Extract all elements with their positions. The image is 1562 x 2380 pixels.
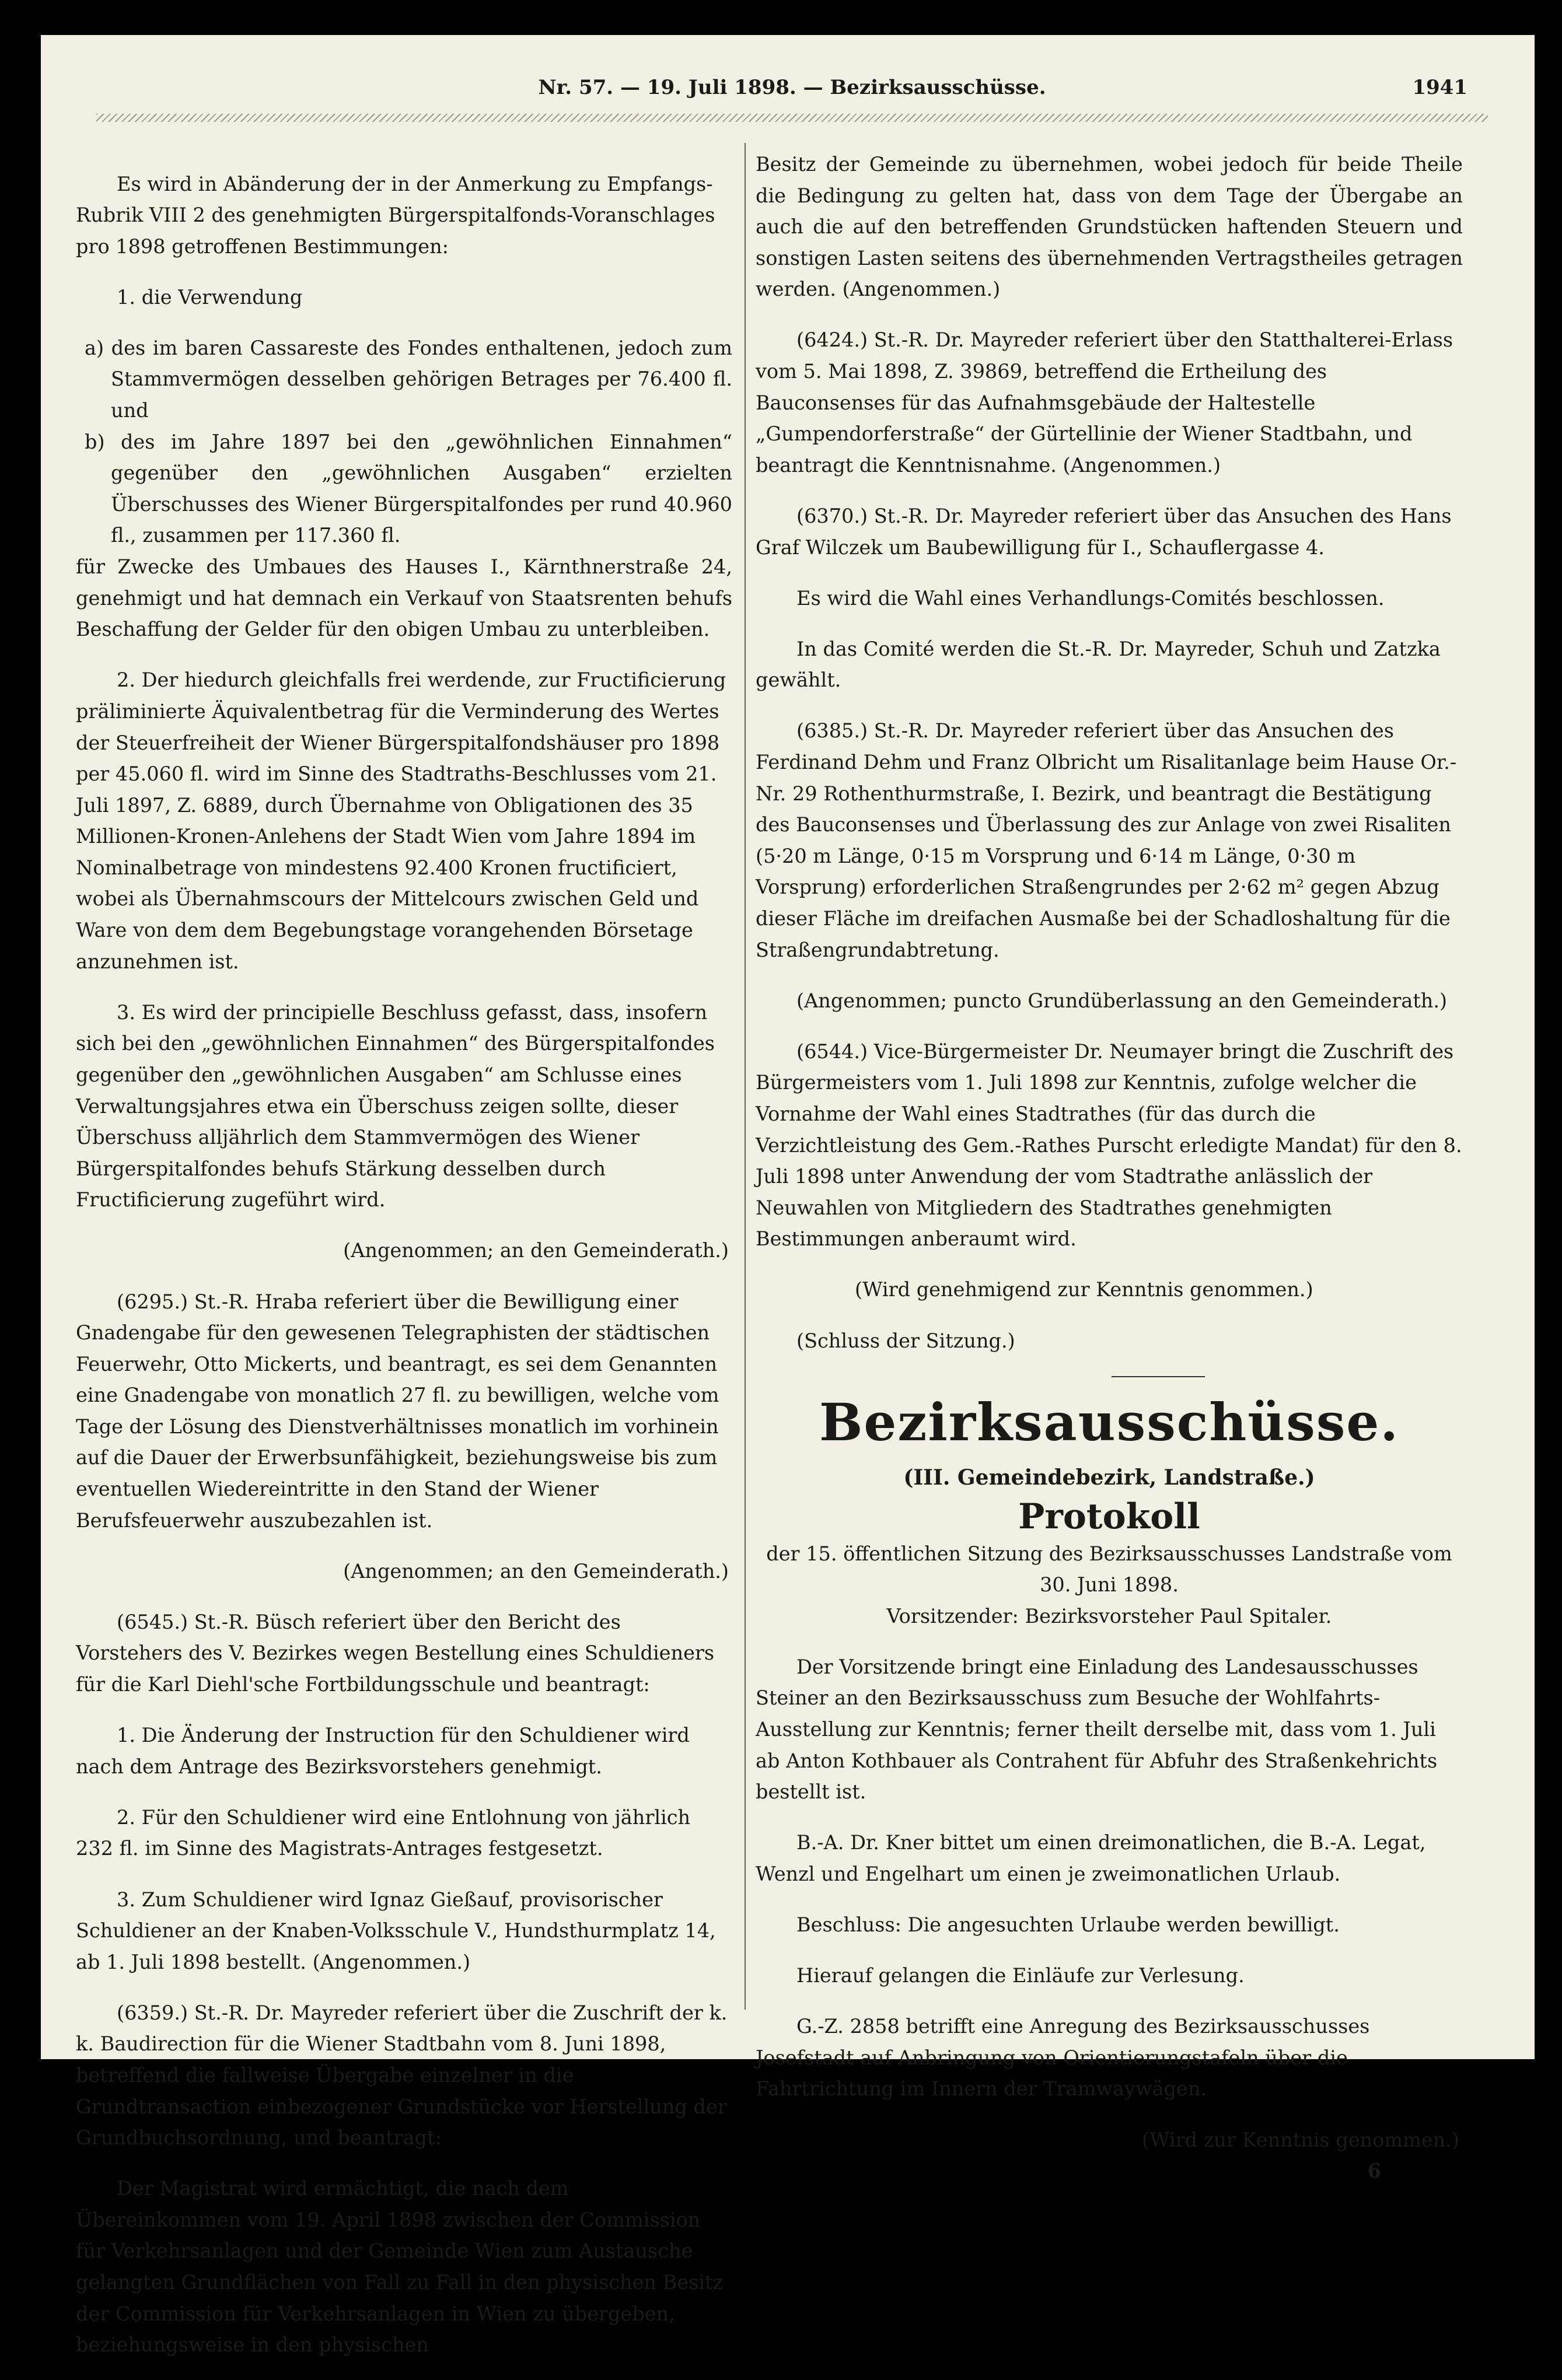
paragraph: (6359.) St.-R. Dr. Mayreder referiert über die Zuschrift der k. k. Baudirection für die Wiener Stadtbahn vom 8. Juni 1898, betreffend die fallweise Übergabe einzelner in die Grundtransaction einbezogener Grundstücke vor Herstellung der Grundbuchsordnung, und beantragt: [76, 2001, 728, 2150]
paragraph: Der Vorsitzende bringt eine Einladung des Landesausschusses Steiner an den Bezirksausschuss zum Besuche der Wohlfahrts-Ausstellung zur Kenntnis; ferner theilt derselbe mit, dass vom 1. Juli ab Anton Kothbauer als Contrahent für Abfuhr des Straßenkehrichts bestellt ist. [756, 1655, 1438, 1804]
newspaper-page [41, 35, 1535, 2357]
paragraph: In das Comité werden die St.-R. Dr. Mayreder, Schuh und Zatzka gewählt. [756, 637, 1441, 692]
signature-mark: 6 [1367, 2160, 1381, 2183]
paragraph: (6424.) St.-R. Dr. Mayreder referiert über den Statthalterei-Erlass vom 5. Mai 1898, Z. 39869, betreffend die Ertheilung des Bauconsenses für das Aufnahmsgebäude der Haltestelle „Gumpendorferstraße“ der Gürtellinie der Wiener Stadtbahn, und beantragt die Kenntnisnahme. (Angenommen.) [756, 328, 1453, 477]
paragraph: G.-Z. 2858 betrifft eine Anregung des Bezirksausschusses Josefstadt auf Anbringung von Orientierungstafeln über die Fahrtrichtung im Innern der Tramwaywägen. [756, 2015, 1370, 2101]
left-column [76, 149, 732, 2380]
paragraph: (Angenommen; an den Gemeinderath.) [343, 1239, 729, 1262]
paragraph: (Angenommen; puncto Grundüberlassung an den Gemeinderath.) [796, 989, 1448, 1012]
paragraph: 1. Die Änderung der Instruction für den Schuldiener wird nach dem Antrage des Bezirksvorstehers genehmigt. [76, 1724, 690, 1778]
protocol-heading: Protokoll [1018, 1496, 1200, 1537]
paragraph: (6385.) St.-R. Dr. Mayreder referiert über das Ansuchen des Ferdinand Dehm und Franz Olbricht um Risalitanlage beim Hause Or.-Nr. 29 Rothenthurmstraße, I. Bezirk, und beantragt die Bestätigung des Bauconsenses und Überlassung des zur Anlage von zwei Risaliten (5·20 m Länge, 0·15 m Vorsprung und 6·14 m Länge, 0·30 m Vorsprung) erforderlichen Straßengrundes per 2·62 m² gegen Abzug dieser Fläche im dreifachen Ausmaße bei der Schadloshaltung für die Straßengrundabtretung. [756, 719, 1457, 961]
paragraph: 2. Für den Schuldiener wird eine Entlohnung von jährlich 232 fl. im Sinne des Magistrats-Antrages festgesetzt. [76, 1805, 691, 1860]
section-title: Bezirksausschüsse. [819, 1391, 1399, 1452]
column-divider [745, 143, 746, 2010]
paragraph: 3. Zum Schuldiener wird Ignaz Gießauf, provisorischer Schuldiener an der Knaben-Volksschule V., Hundsthurmplatz 14, ab 1. Juli 1898 bestellt. (Angenommen.) [76, 1888, 716, 1973]
right-column [756, 149, 1463, 2187]
page-number: 1941 [1412, 76, 1467, 99]
paragraph: (Wird zur Kenntnis genommen.) [1142, 2128, 1459, 2151]
section-separator [1112, 1376, 1205, 1377]
chair-line: Vorsitzender: Bezirksvorsteher Paul Spitaler. [886, 1604, 1332, 1628]
paragraph: Es wird in Abänderung der in der Anmerkung zu Empfangs-Rubrik VIII 2 des genehmigten Bürgerspitalfonds-Voranschlages pro 1898 getroffenen Bestimmungen: [76, 172, 715, 258]
paragraph: B.-A. Dr. Kner bittet um einen dreimonatlichen, die B.-A. Legat, Wenzl und Engelhart um einen je zweimonatlichen Urlaub. [756, 1831, 1426, 1885]
paragraph: 1. die Verwendung [117, 285, 303, 309]
paragraph: (Wird genehmigend zur Kenntnis genommen.) [855, 1278, 1313, 1301]
paragraph: (6544.) Vice-Bürgermeister Dr. Neumayer bringt die Zuschrift des Bürgermeisters vom 1. Juli 1898 zur Kenntnis, zufolge welcher die Vornahme der Wahl eines Stadtrathes (für das durch die Verzichtleistung des Gem.-Rathes Purscht erledigte Mandat) für den 8. Juli 1898 unter Anwendung der vom Stadtrathe anlässlich der Neuwahlen von Mitgliedern des Stadtrathes genehmigten Bestimmungen anberaumt wird. [756, 1040, 1462, 1251]
paragraph: 3. Es wird der principielle Beschluss gefasst, dass, insofern sich bei den „gewöhnlichen Einnahmen“ des Bürgerspitalfondes gegenüber den „gewöhnlichen Ausgaben“ am Schlusse eines Verwaltungsjahres etwa ein Überschuss zeigen sollte, dieser Überschuss alljährlich dem Stammvermögen des Wiener Bürgerspitalfondes behufs Stärkung desselben durch Fructificierung zugeführt wird. [76, 1000, 715, 1212]
session-line: der 15. öffentlichen Sitzung des Bezirksausschusses Landstraße vom 30. Juni 1898. [766, 1542, 1452, 1597]
header-title: Nr. 57. — 19. Juli 1898. — Bezirksausschüsse. [538, 76, 1046, 99]
paragraph: (6545.) St.-R. Büsch referiert über den Bericht des Vorstehers des V. Bezirkes wegen Bestellung eines Schuldieners für die Karl Diehl'sche Fortbildungsschule und beantragt: [76, 1610, 715, 1696]
paragraph: (Angenommen; an den Gemeinderath.) [343, 1559, 729, 1583]
paragraph: 2. Der hiedurch gleichfalls frei werdende, zur Fructificierung präliminierte Äquivalentbetrag für die Verminderung des Wertes der Steuerfreiheit der Wiener Bürgerspitalfondshäuser pro 1898 per 45.060 fl. wird im Sinne des Stadtraths-Beschlusses vom 21. Juli 1897, Z. 6889, durch Übernahme von Obligationen des 35 Millionen-Kronen-Anlehens der Stadt Wien vom Jahre 1894 im Nominalbetrage von mindestens 92.400 Kronen fructificiert, wobei als Übernahmscours der Mittelcours zwischen Geld und Ware von dem dem Begebungstage vorangehenden Börsetage anzunehmen ist. [76, 668, 726, 973]
paragraph: für Zwecke des Umbaues des Hauses I., Kärnthnerstraße 24, genehmigt und hat demnach ein Verkauf von Staatsrenten behufs Beschaffung der Gelder für den obigen Umbau zu unterbleiben. [76, 555, 732, 641]
section-subtitle: (III. Gemeindebezirk, Landstraße.) [903, 1465, 1315, 1490]
paragraph: Der Magistrat wird ermächtigt, die nach dem Übereinkommen vom 19. April 1898 zwischen der Commission für Verkehrsanlagen und der Gemeinde Wien zum Austausche gelangten Grundflächen von Fall zu Fall in den physischen Besitz der Commission für Verkehrsanlagen in Wien zu übergeben, beziehungsweise in den physischen [76, 2177, 724, 2357]
paragraph: (Schluss der Sitzung.) [796, 1329, 1015, 1352]
paragraph: Beschluss: Die angesuchten Urlaube werden bewilligt. [796, 1913, 1340, 1937]
paragraph: Hierauf gelangen die Einläufe zur Verlesung. [796, 1964, 1245, 1987]
paragraph: (6370.) St.-R. Dr. Mayreder referiert über das Ansuchen des Hans Graf Wilczek um Baubewilligung für I., Schauflergasse 4. [756, 504, 1452, 559]
paragraph: b) des im Jahre 1897 bei den „gewöhnlichen Einnahmen“ gegenüber den „gewöhnlichen Ausgaben“ erzielten Überschusses des Wiener Bürgerspitalfondes per rund 40.960 fl., zusammen per 117.360 fl. [85, 430, 732, 547]
running-header [96, 70, 1488, 105]
paragraph: a) des im baren Cassareste des Fondes enthaltenen, jedoch zum Stammvermögen desselben gehörigen Betrages per 76.400 fl. und [85, 336, 732, 422]
header-wavy-rule [96, 114, 1488, 122]
paragraph: Es wird die Wahl eines Verhandlungs-Comités beschlossen. [796, 586, 1385, 610]
paragraph: Besitz der Gemeinde zu übernehmen, wobei jedoch für beide Theile die Bedingung zu gelten hat, dass von dem Tage der Übergabe an auch die auf den betreffenden Grundstücken haftenden Steuern und sonstigen Lasten seitens des übernehmenden Vertragstheiles getragen werden. (Angenommen.) [756, 153, 1463, 301]
right-column-paragraphs [756, 149, 1463, 1356]
paragraph: (6295.) St.-R. Hraba referiert über die Bewilligung einer Gnadengabe für den gewesenen Telegraphisten der städtischen Feuerwehr, Otto Mickerts, und beantragt, es sei dem Genannten eine Gnadengabe von monatlich 27 fl. zu bewilligen, welche vom Tage der Lösung des Dienstverhältnisses monatlich im vorhinein auf die Dauer der Erwerbsunfähigkeit, beziehungsweise bis zum eventuellen Wiedereintritte in den Stand der Wiener Berufsfeuerwehr auszubezahlen ist. [76, 1290, 719, 1532]
section-paragraphs [756, 1651, 1463, 2155]
